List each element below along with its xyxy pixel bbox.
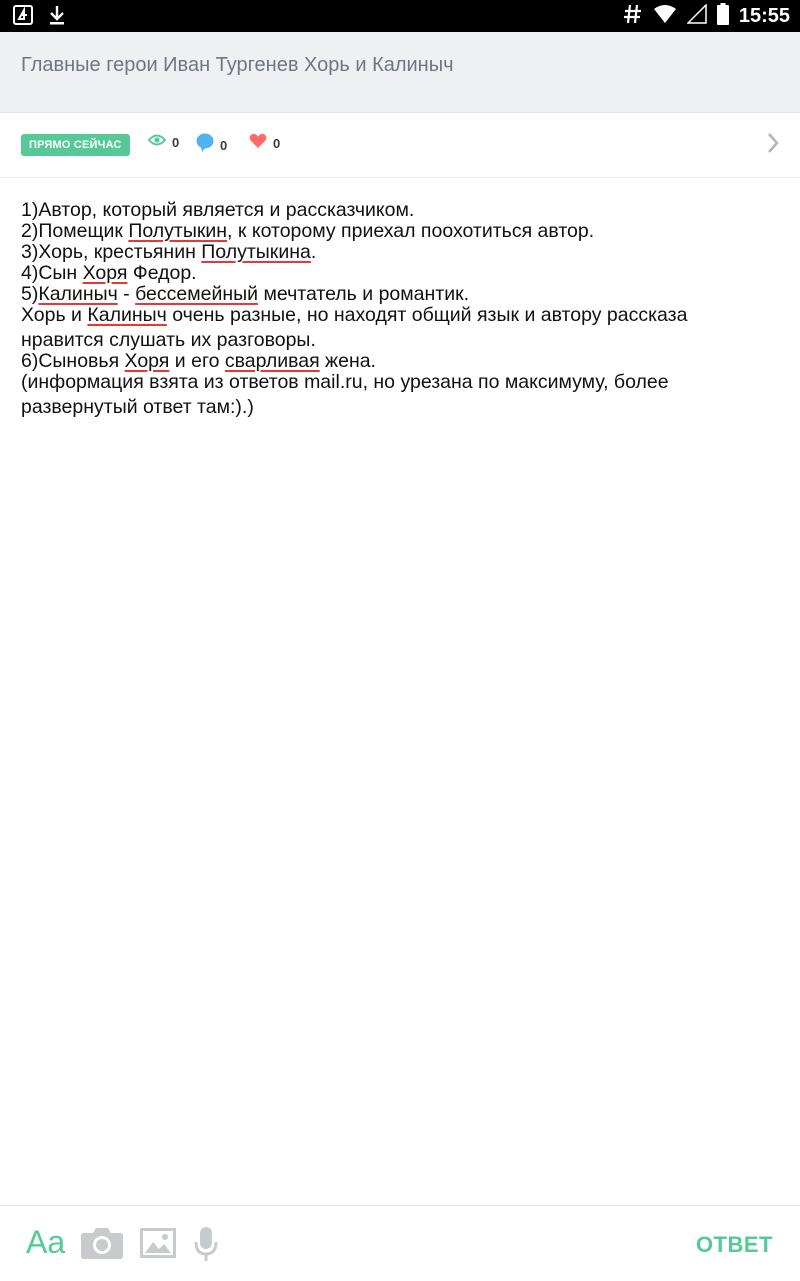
answer-line: 5)Калиныч - бессемейный мечтатель и романтик.	[21, 283, 470, 305]
answer-line: 1)Автор, который является и рассказчиком.	[21, 199, 415, 221]
question-header[interactable]	[0, 32, 800, 113]
live-badge: ПРЯМО СЕЙЧАС	[21, 134, 130, 156]
notification-icon	[12, 4, 34, 31]
answer-line: 6)Сыновья Хоря и его сварливая жена.	[21, 350, 376, 372]
comment-icon	[196, 133, 214, 158]
eye-icon	[148, 133, 166, 152]
views-count: 0	[172, 135, 180, 150]
microphone-icon[interactable]	[194, 1226, 218, 1267]
download-icon	[48, 4, 66, 31]
answer-line: 4)Сын Хоря Федор.	[21, 262, 197, 284]
wifi-icon	[653, 4, 677, 29]
answer-text[interactable]	[21, 200, 781, 418]
spellcheck-word: Полутыкина	[201, 241, 311, 263]
question-title: Главные герои Иван Тургенев Хорь и Калиныч	[21, 54, 454, 76]
spellcheck-word: Полутыкин	[128, 220, 228, 242]
spellcheck-word: Калиныч	[87, 304, 167, 326]
bottom-toolbar	[0, 1205, 800, 1281]
likes-count: 0	[273, 136, 281, 151]
heart-icon	[249, 133, 267, 154]
image-icon[interactable]	[140, 1228, 176, 1263]
status-bar	[0, 0, 800, 32]
spellcheck-word: Хоря	[82, 262, 128, 284]
answer-line: Хорь и Калиныч очень разные, но находят общий язык и автору рассказа	[21, 304, 688, 326]
answer-line: нравится слушать их разговоры.	[21, 329, 316, 351]
answer-line: (информация взята из ответов mail.ru, но урезана по максимуму, более	[21, 371, 669, 393]
battery-icon	[717, 3, 729, 30]
spellcheck-word: Калиныч	[38, 283, 118, 305]
signal-icon	[687, 4, 707, 29]
comments-stat	[196, 133, 227, 158]
camera-icon[interactable]	[80, 1226, 124, 1265]
format-text-icon[interactable]: Aa	[26, 1224, 66, 1260]
chevron-right-icon[interactable]	[766, 131, 780, 160]
clock: 15:55	[738, 4, 790, 27]
answer-button[interactable]: ОТВЕТ	[695, 1232, 773, 1257]
spellcheck-word: сварливая	[224, 350, 320, 372]
meta-row[interactable]	[0, 113, 800, 178]
spellcheck-word: бессемейный	[135, 283, 259, 305]
answer-line: 3)Хорь, крестьянин Полутыкина.	[21, 241, 317, 263]
likes-stat	[249, 133, 280, 154]
views-stat	[148, 133, 179, 152]
answer-line: 2)Помещик Полутыкин, к которому приехал поохотиться автор.	[21, 220, 595, 242]
answer-line: развернутый ответ там:).)	[21, 396, 254, 418]
comments-count: 0	[220, 138, 228, 153]
hashtag-icon	[623, 3, 643, 30]
spellcheck-word: Хоря	[124, 350, 170, 372]
